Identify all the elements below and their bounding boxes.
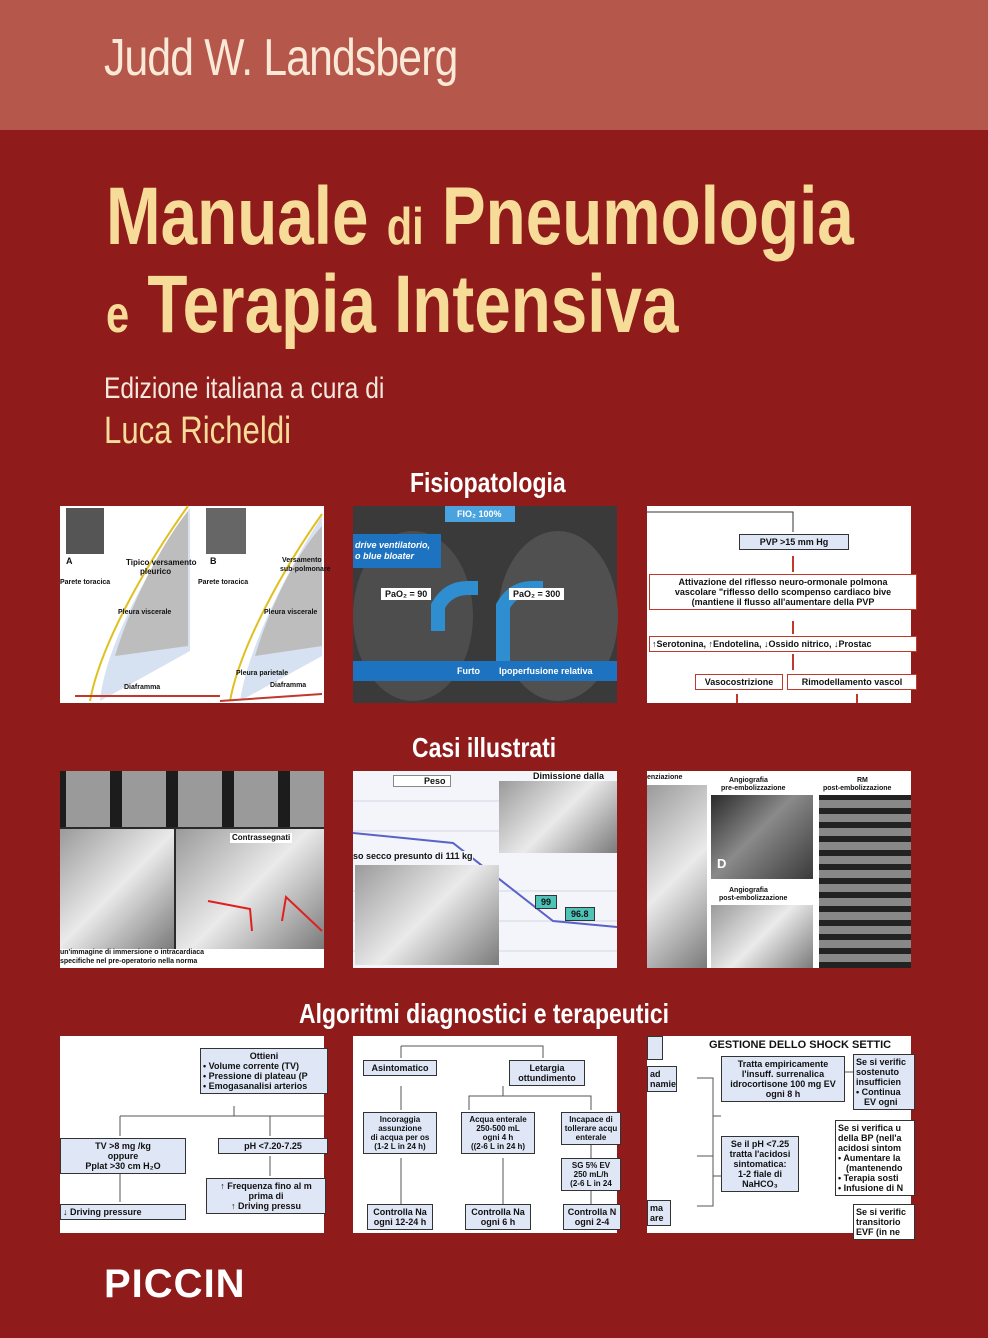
box-ssv2-l5: (mantenendo — [846, 1163, 903, 1173]
label-tipico: Tipico versamento — [126, 558, 197, 567]
box-acqua-l2: 250-500 mL — [476, 1124, 520, 1133]
box-ottieni — [200, 1048, 328, 1094]
label-pleurico: pleurico — [140, 567, 172, 576]
label-pre-emb: pre-embolizzazione — [721, 785, 786, 792]
label-99: 99 — [535, 895, 557, 909]
box-ssv1-l3: insufficien — [856, 1077, 902, 1087]
label-pao2-300: PaO₂ = 300 — [509, 588, 564, 600]
label-dimissione: Dimissione dalla — [533, 771, 605, 781]
box-driving-down: ↓ Driving pressure — [60, 1204, 186, 1220]
box-ph-l3: sintomatica: — [733, 1159, 787, 1169]
box-ssv1-l2: sostenuto — [856, 1067, 900, 1077]
label-angio1: Angiografia — [729, 777, 768, 784]
box-ottieni-title: Ottieni — [249, 1051, 279, 1061]
box-tratta-l4: ogni 8 h — [765, 1089, 801, 1099]
label-rm: RM — [857, 777, 868, 784]
box-tv-l2: oppure — [107, 1151, 139, 1161]
box-ssv3-l3: EVF (in ne — [856, 1227, 901, 1237]
box-ph — [721, 1136, 799, 1192]
label-shock-title: GESTIONE DELLO SHOCK SETTIC — [709, 1039, 892, 1051]
figure-angiography — [647, 771, 911, 968]
box-sg5 — [561, 1158, 621, 1191]
label-enziazione: enziazione — [647, 774, 683, 781]
box-pvp: PVP >15 mm Hg — [739, 534, 849, 550]
box-ssv1-l5: EV ogni — [864, 1097, 898, 1107]
box-edge-3 — [647, 1200, 671, 1226]
box-ssv2-l6: • Terapia sosti — [838, 1173, 899, 1183]
box-ph-l1: Se il pH <7.25 — [730, 1139, 790, 1149]
box-controlla-3-l1: Controlla N — [567, 1207, 617, 1217]
figure-pleural-effusion — [60, 506, 331, 703]
image-left — [647, 785, 707, 968]
figure-sodium-algorithm — [353, 1036, 617, 1233]
box-tv — [60, 1138, 186, 1174]
label-fio2: FIO₂ 100% — [457, 509, 502, 519]
box-ssv2-l2: della BP (nell'a — [838, 1133, 902, 1143]
box-ph-l4: 1-2 fiale di — [737, 1169, 782, 1179]
box-ph-l2: tratta l'acidosi — [729, 1149, 791, 1159]
box-rimodellamento: Rimodellamento vascol — [787, 674, 917, 690]
label-b: B — [210, 556, 217, 566]
box-frequenza — [206, 1178, 326, 1214]
label-furto: Furto — [457, 666, 480, 676]
box-tratta-l3: idrocortisone 100 mg EV — [730, 1079, 836, 1089]
label-pleura-visc-b: Pleura viscerale — [264, 609, 318, 616]
author-name: Judd W. Landsberg — [104, 29, 458, 87]
box-acqua-enterale — [461, 1112, 535, 1154]
label-post-emb2: post-embolizzazione — [719, 895, 788, 902]
box-sg5-l3: (2-6 L in 24 — [570, 1179, 612, 1188]
box-ottieni-l2: • Pressione di plateau (P — [203, 1071, 308, 1081]
box-acqua-l3: ogni 4 h — [482, 1133, 514, 1142]
box-incoraggia — [363, 1112, 437, 1154]
box-ssv3-l1: Se si verific — [856, 1207, 907, 1217]
box-incapace-l3: enterale — [575, 1133, 607, 1142]
label-96-8: 96.8 — [565, 907, 595, 921]
box-sg5-l1: SG 5% EV — [571, 1161, 611, 1170]
title-word-pneumologia: Pneumologia — [441, 171, 854, 262]
box-sg5-l2: 250 mL/h — [573, 1170, 609, 1179]
figure-case-xray — [60, 771, 324, 968]
box-controlla-2-l2: ogni 6 h — [480, 1217, 516, 1227]
label-pleura-visc-a: Pleura viscerale — [118, 609, 172, 616]
label-caption2: specifiche nel pre-operatorio nella norma — [60, 958, 198, 965]
box-frequenza-l3: ↑ Driving pressu — [230, 1201, 302, 1211]
mri-spine-image — [819, 795, 911, 968]
box-frequenza-l2: prima di — [248, 1191, 284, 1201]
box-acqua-l4: ((2-6 L in 24 h) — [470, 1142, 526, 1151]
label-parete-a: Parete toracica — [60, 579, 111, 586]
box-incoraggia-l4: (1-2 L in 24 h) — [374, 1142, 426, 1151]
box-riflesso-line3: (mantiene il flusso all'aumentare della PVP — [691, 597, 875, 607]
figure-pvp-flowchart — [647, 506, 911, 703]
label-contrassegnati: Contrassegnati — [232, 833, 291, 842]
label-versamento: Versamento — [282, 557, 322, 564]
box-letargia — [509, 1060, 585, 1086]
figure-ct-perfusion — [353, 506, 617, 703]
xray-top — [499, 781, 617, 853]
box-tratta-l2: l'insuff. surrenalica — [741, 1069, 825, 1079]
label-subpolmonare: sub-polmonare — [280, 566, 331, 573]
label-secco: so secco presunto di 111 kg — [353, 851, 473, 861]
figure-weight-chart — [353, 771, 617, 968]
box-riflesso-line2: vascolare "riflesso dello scompenso cardiaco bive — [674, 587, 892, 597]
box-edge-2 — [647, 1066, 677, 1092]
box-controlla-1-l1: Controlla Na — [373, 1207, 427, 1217]
box-ssv1-l4: • Continua — [856, 1087, 901, 1097]
box-incapace-l2: tollerare acqu — [564, 1124, 618, 1133]
box-acqua-l1: Acqua enterale — [469, 1115, 527, 1124]
label-a: A — [66, 556, 73, 566]
box-controlla-2-l1: Controlla Na — [471, 1207, 525, 1217]
box-ssv1-l1: Se si verific — [856, 1057, 907, 1067]
section-algoritmi: Algoritmi diagnostici e terapeutici — [299, 998, 669, 1029]
box-asintomatico: Asintomatico — [363, 1060, 437, 1076]
title-word-manuale: Manuale — [106, 171, 369, 262]
xray-bottom — [355, 865, 499, 965]
box-vasocostrizione: Vasocostrizione — [695, 674, 783, 690]
figure-septic-shock — [647, 1036, 911, 1237]
box-tratta-l1: Tratta empiricamente — [737, 1059, 829, 1069]
box-riflesso — [649, 574, 917, 610]
book-title-line1 — [106, 170, 854, 264]
box-ssv2-l7: • Infusione di N — [838, 1183, 904, 1193]
label-blue-bloater: o blue bloater — [355, 551, 415, 561]
label-parete-b: Parete toracica — [198, 579, 249, 586]
box-edge-3-l2: are — [650, 1213, 664, 1223]
box-ottieni-l1: • Volume corrente (TV) — [203, 1061, 299, 1071]
label-ipoperfusione: Ipoperfusione relativa — [499, 666, 593, 676]
box-controlla-1 — [367, 1204, 433, 1230]
box-riflesso-line1: Attivazione del riflesso neuro-ormonale polmona — [678, 577, 888, 587]
figure-ventilation-algorithm — [60, 1036, 324, 1233]
label-drive: drive ventilatorio, — [355, 540, 431, 550]
box-ssv2-l3: acidosi sintom — [838, 1143, 902, 1153]
box-incapace — [561, 1112, 621, 1145]
section-casi-illustrati: Casi illustrati — [412, 732, 557, 763]
label-caption1: un'immagine di immersione o intracardiaca — [60, 949, 205, 956]
section-fisiopatologia: Fisiopatologia — [410, 467, 566, 498]
box-incoraggia-l1: Incoraggia — [379, 1115, 421, 1124]
title-word-di: di — [386, 198, 424, 256]
label-pao2-90: PaO₂ = 90 — [381, 588, 431, 600]
box-letargia-l1: Letargia — [529, 1063, 565, 1073]
box-letargia-l2: ottundimento — [518, 1073, 576, 1083]
box-edge-3-l1: ma — [650, 1203, 664, 1213]
book-title-line2 — [106, 258, 678, 352]
box-controlla-3 — [563, 1204, 621, 1230]
box-controlla-3-l2: ogni 2-4 — [574, 1217, 610, 1227]
box-ottieni-l3: • Emogasanalisi arterios — [203, 1081, 308, 1091]
label-pleura-pariet: Pleura parietale — [236, 670, 289, 677]
editor-name: Luca Richeldi — [104, 410, 292, 452]
box-frequenza-l1: ↑ Frequenza fino al m — [220, 1181, 312, 1191]
xray-markers — [60, 771, 324, 968]
label-diaframma-b: Diaframma — [270, 682, 307, 689]
box-controlla-2 — [465, 1204, 531, 1230]
box-tv-l3: Pplat >30 cm H₂O — [85, 1161, 161, 1171]
box-se-si-verifica-1 — [853, 1054, 915, 1110]
angio-post-image — [711, 905, 813, 968]
box-ph: pH <7.20-7.25 — [218, 1138, 328, 1154]
label-diaframma-a: Diaframma — [124, 684, 161, 691]
box-edge-2-l2: namie — [650, 1079, 677, 1089]
label-post-emb: post-embolizzazione — [823, 785, 892, 792]
title-word-e: e — [106, 286, 130, 344]
box-incapace-l1: Incapace di — [569, 1115, 613, 1124]
label-d: D — [717, 856, 727, 871]
box-ph-l5: NaHCO₃ — [742, 1179, 778, 1189]
box-serotonina: ↑Serotonina, ↑Endotelina, ↓Ossido nitrico, ↓Prostac — [649, 636, 917, 652]
box-ssv2-l4: • Aumentare la — [838, 1153, 901, 1163]
box-controlla-1-l2: ogni 12-24 h — [373, 1217, 427, 1227]
publisher-logo: PICCIN — [104, 1262, 246, 1306]
box-tratta — [721, 1056, 845, 1102]
legend-peso: Peso — [393, 775, 451, 787]
box-se-si-verifica-3 — [853, 1204, 915, 1240]
box-tv-l1: TV >8 mg /kg — [95, 1141, 151, 1151]
box-incoraggia-l2: assunzione — [378, 1124, 422, 1133]
box-edge-1 — [647, 1036, 663, 1060]
box-edge-2-l1: ad — [650, 1069, 661, 1079]
label-angio2: Angiografia — [729, 887, 768, 894]
box-ssv2-l1: Se si verifica u — [838, 1123, 902, 1133]
box-incoraggia-l3: di acqua per os — [370, 1133, 430, 1142]
box-se-si-verifica-2 — [835, 1120, 915, 1196]
box-ssv3-l2: transitorio — [856, 1217, 901, 1227]
title-word-terapia: Terapia Intensiva — [147, 259, 679, 350]
edition-line: Edizione italiana a cura di — [104, 372, 385, 405]
